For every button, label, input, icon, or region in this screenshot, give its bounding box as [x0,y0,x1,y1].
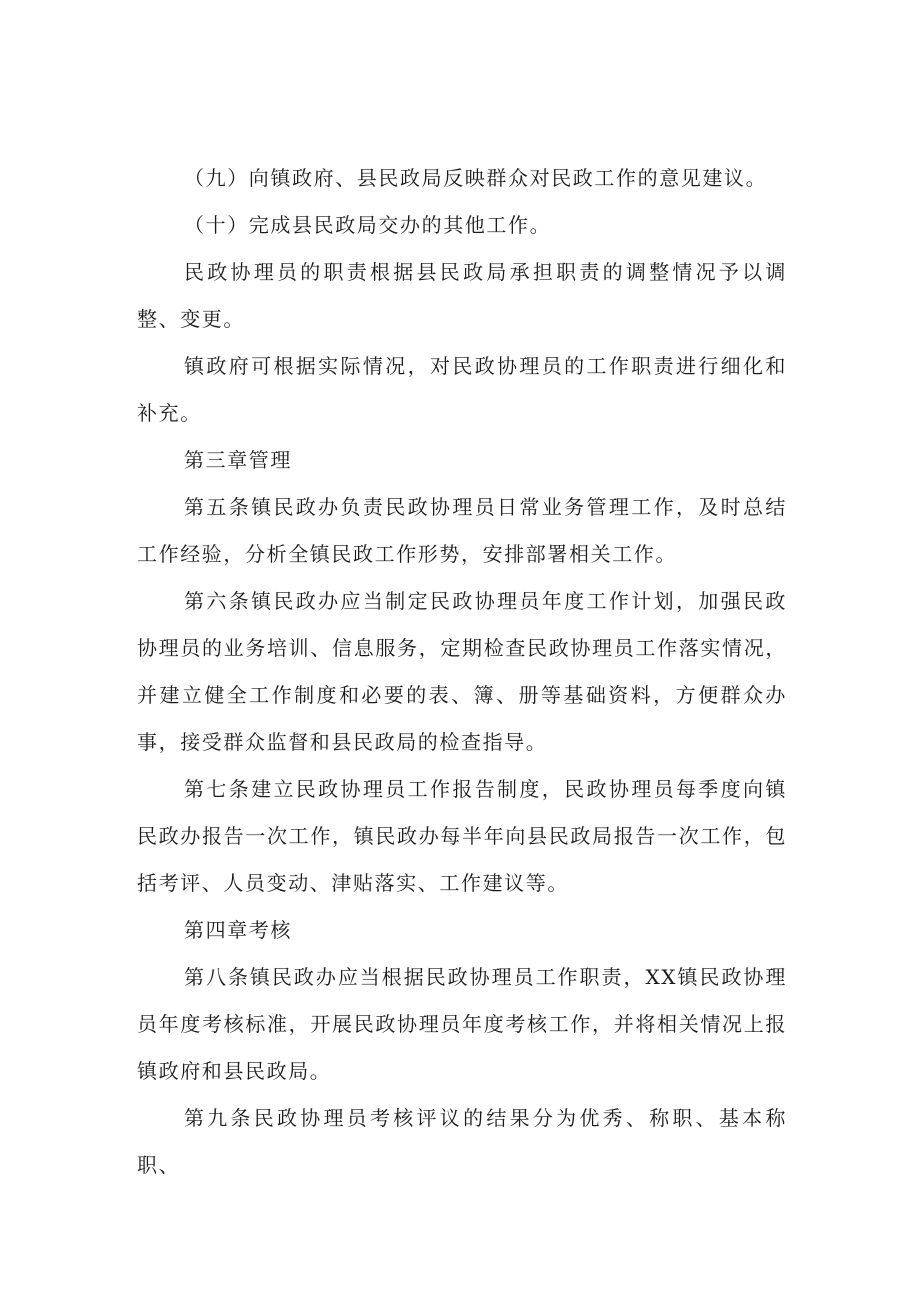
paragraph-article-8: 第八条镇民政办应当根据民政协理员工作职责，XX镇民政协理员年度考核标准，开展民政协理员年度考核工作，并将相关情况上报镇政府和县民政局。 [137,965,787,1083]
chapter-heading-assessment: 第四章考核 [184,918,292,942]
paragraph-article-5: 第五条镇民政办负责民政协理员日常业务管理工作，及时总结工作经验，分析全镇民政工作形势，安排部署相关工作。 [137,495,787,566]
paragraph-item-10: （十）完成县民政局交办的其他工作。 [184,213,552,237]
paragraph-duty-adjustment: 民政协理员的职责根据县民政局承担职责的调整情况予以调整、变更。 [137,260,787,331]
paragraph-duty-refinement: 镇政府可根据实际情况，对民政协理员的工作职责进行细化和补充。 [137,354,787,425]
paragraph-item-9: （九）向镇政府、县民政局反映群众对民政工作的意见建议。 [184,166,768,190]
document-body [137,155,787,1189]
chapter-heading-management: 第三章管理 [184,448,292,472]
paragraph-article-7: 第七条建立民政协理员工作报告制度，民政协理员每季度向镇民政办报告一次工作，镇民政办每半年向县民政局报告一次工作，包括考评、人员变动、津贴落实、工作建议等。 [137,777,787,895]
paragraph-article-6: 第六条镇民政办应当制定民政协理员年度工作计划，加强民政协理员的业务培训、信息服务，定期检查民政协理员工作落实情况，并建立健全工作制度和必要的表、簿、册等基础资料，方便群众办事，接受群众监督和县民政局的检查指导。 [137,589,787,754]
paragraph-article-9: 第九条民政协理员考核评议的结果分为优秀、称职、基本称职、 [137,1106,787,1177]
